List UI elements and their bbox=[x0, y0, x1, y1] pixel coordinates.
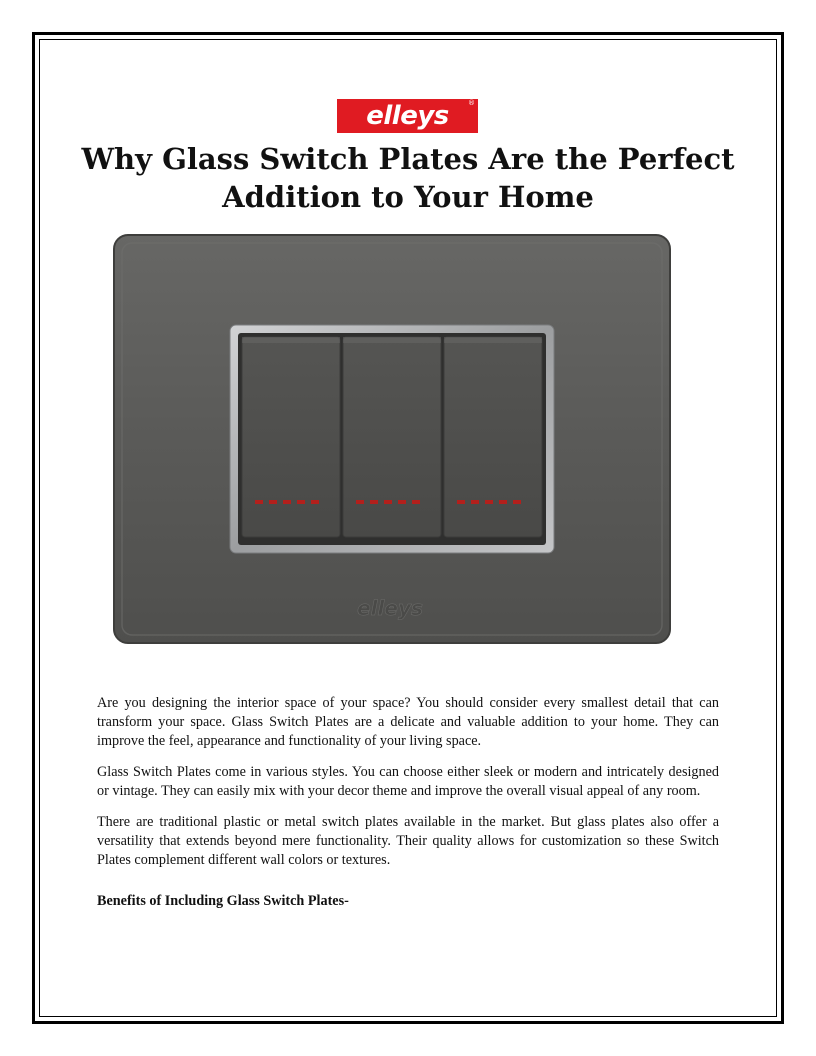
paragraph: Glass Switch Plates come in various styles. You can choose either sleek or modern and intricately designed or vintage. They can easily mix with your decor theme and improve the overall visual appeal of any room. bbox=[97, 764, 719, 799]
paragraph: There are traditional plastic or metal switch plates available in the market. But glass plates also offer a versatility that extends beyond mere functionality. Their quality allows for customization so these Switch Plates complement different wall colors or textures. bbox=[97, 814, 719, 868]
section-heading: Benefits of Including Glass Switch Plates- bbox=[97, 893, 349, 909]
paragraph: Are you designing the interior space of your space? You should consider every smallest detail that can transform your space. Glass Switch Plates are a delicate and valuable addition to your home. They can improve the feel, appearance and functionality of your living space. bbox=[97, 695, 719, 749]
registered-mark: ® bbox=[468, 99, 475, 107]
brand-logo-text: elleys bbox=[366, 101, 449, 131]
page-title: Why Glass Switch Plates Are the Perfect Addition to Your Home bbox=[81, 142, 735, 214]
rocker-switch bbox=[242, 337, 340, 537]
article-body bbox=[97, 694, 719, 911]
brand-logo bbox=[337, 99, 478, 133]
switch-plate-image bbox=[112, 233, 672, 645]
rocker-switch bbox=[343, 337, 441, 537]
rocker-switch bbox=[444, 337, 542, 537]
embossed-brand: elleys bbox=[357, 596, 423, 620]
